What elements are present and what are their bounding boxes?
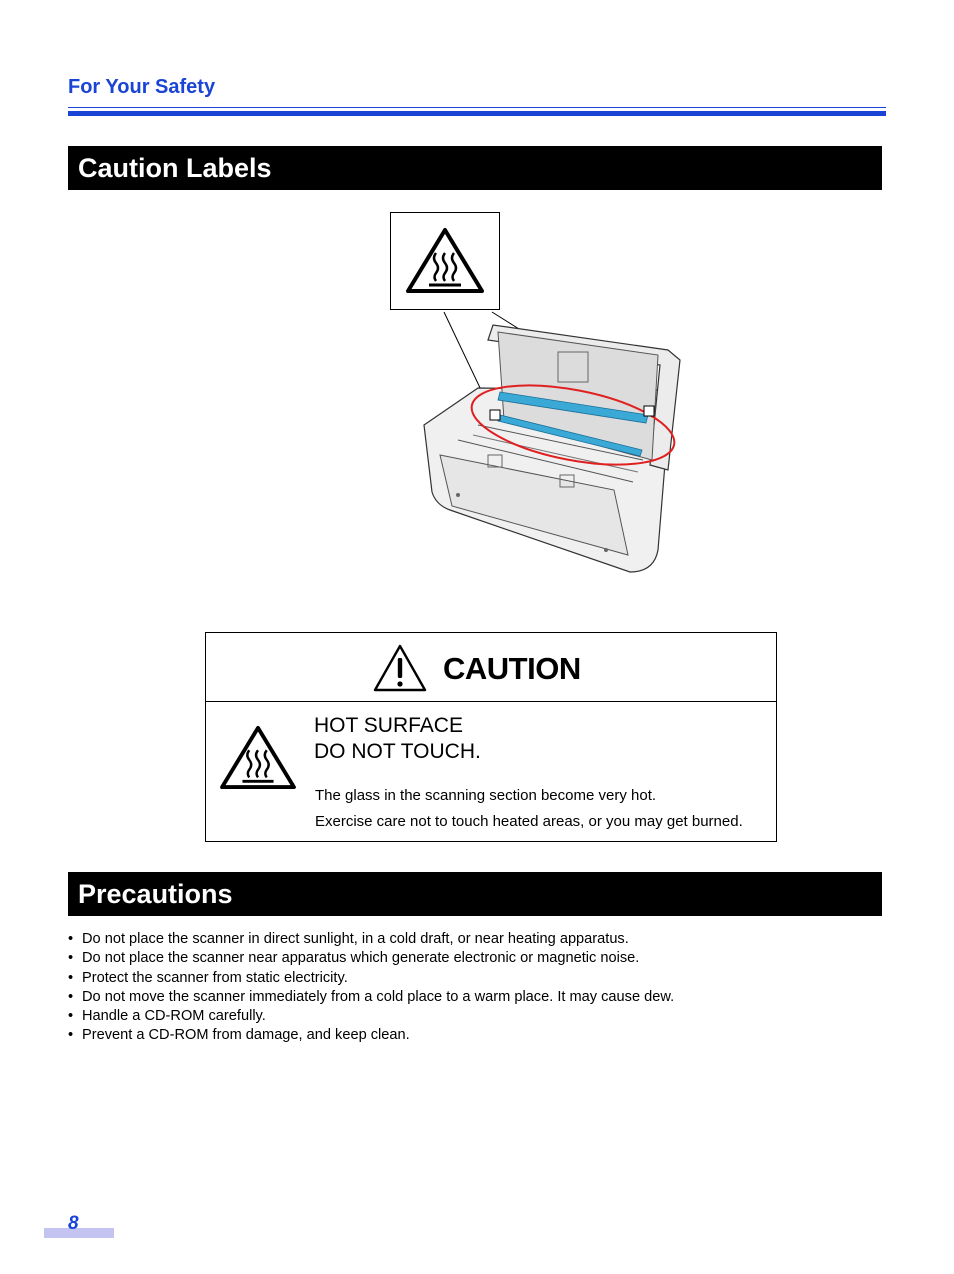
- page-number-tab: [44, 1228, 114, 1238]
- caution-labels-heading: Caution Labels: [68, 146, 882, 190]
- list-item: • Do not place the scanner near apparatus which generate electronic or magnetic noise.: [66, 949, 674, 968]
- caution-detail-1: The glass in the scanning section become very hot.: [315, 787, 657, 804]
- header-rule-thin: [68, 107, 886, 108]
- precautions-list: [66, 930, 674, 1046]
- precautions-heading: Precautions: [68, 872, 882, 916]
- hot-surface-text: HOT SURFACE: [314, 714, 463, 737]
- caution-detail-2: Exercise care not to touch heated areas, or you may get burned.: [315, 813, 743, 830]
- scanner-illustration: [418, 310, 688, 575]
- list-item: • Handle a CD-ROM carefully.: [66, 1007, 674, 1026]
- header-rule-thick: [68, 111, 886, 116]
- list-item: • Do not move the scanner immediately from a cold place to a warm place. It may cause dew.: [66, 988, 674, 1007]
- hot-surface-warning-icon: [405, 225, 485, 295]
- list-item: • Prevent a CD-ROM from damage, and keep clean.: [66, 1026, 674, 1045]
- exclamation-warning-icon: [372, 643, 428, 693]
- section-label: For Your Safety: [68, 76, 216, 98]
- list-item: • Do not place the scanner in direct sunlight, in a cold draft, or near heating apparatus.: [66, 930, 674, 949]
- do-not-touch-text: DO NOT TOUCH.: [314, 740, 481, 763]
- label-zoom-box: [390, 212, 500, 310]
- caution-heading: CAUTION: [443, 651, 581, 686]
- caution-header: [206, 633, 776, 702]
- hot-surface-warning-icon: [219, 723, 297, 791]
- list-item: • Protect the scanner from static electricity.: [66, 969, 674, 988]
- page-number: 8: [68, 1213, 79, 1234]
- caution-panel: [205, 632, 777, 842]
